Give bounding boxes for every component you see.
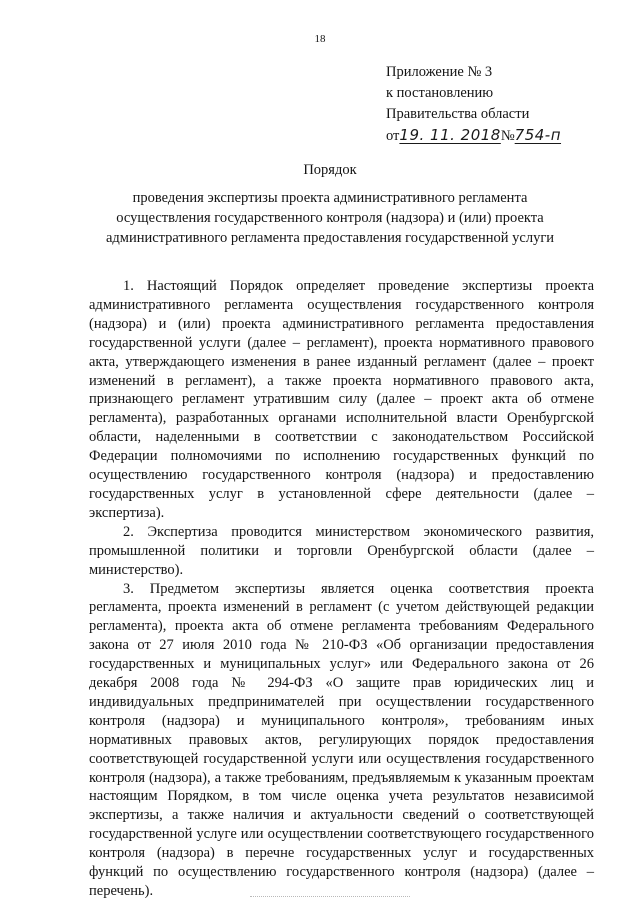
page-number: 18 [314, 33, 326, 45]
footer-artifact [250, 896, 410, 901]
title-line-1: проведения экспертизы проекта административного регламента [132, 190, 528, 206]
appendix-resolution: к постановлению [386, 85, 494, 101]
number-label: № [500, 128, 515, 144]
appendix-block [386, 62, 561, 147]
paragraph-2: 2. Экспертиза проводится министерством экономического развития, промышленной политики и торговли Оренбургской области (далее – министерство). [89, 523, 594, 578]
title-line-2: осуществления государственного контроля (надзора) и (или) проекта [116, 210, 544, 226]
document-title [60, 160, 600, 248]
appendix-government: Правительства области [386, 106, 530, 122]
paragraph-1: 1. Настоящий Порядок определяет проведение экспертизы проекта административного регламента осуществления государственного контроля (надзора) и (или) проекта административного регламента предоставления государственной услуги (далее – регламент), проекта нормативного правового акта, утверждающего изменения в ранее изданный регламент (далее – проект изменений в регламент), а также проекта нормативного правового акта, признающего регламент утратившим силу (далее – проект акта об отмене регламента), разработанных органами исполнительной власти Оренбургской области, наделенными в соответствии с законодательством Российской Федерации полномочиями по исполнению государственных функций по осуществлению государственного контроля (надзора) и предоставлению государственных услуг в установленной сфере деятельности (далее – экспертиза). [89, 278, 594, 521]
paragraph-3: 3. Предметом экспертизы является оценка соответствия проекта регламента, проекта изменений в регламент (с учетом действующей редакции регламента), проекта акта об отмене регламента требованиям Федерального закона от 27 июля 2010 года № 210-ФЗ «Об организации предоставления государственных и муниципальных услуг» или Федерального закона от 26 декабря 2008 года № 294-ФЗ «О защите прав юридических лиц и индивидуальных предпринимателей при осуществлении государственного контроля (надзора) и муниципального контроля», требованиям иных нормативных правовых актов, регулирующих порядок предоставления соответствующей государственной услуги или осуществления государственного контроля (надзора), а также требованиям, предъявляемым к указанным проектам настоящим Порядком, в том числе оценка учета результатов независимой экспертизы, а также наличия и актуальности сведений о соответствующей государственной услуге или осуществлении соответствующего государственного контроля (надзора) в перечне государственных услуг и государственных функций по осуществлению государственного контроля (надзора) (далее – перечень). [89, 580, 594, 899]
appendix-title: Приложение № 3 [386, 64, 493, 80]
handwritten-number: 754-п [514, 126, 562, 144]
appendix-date-number [386, 125, 561, 147]
title-line-3: административного регламента предоставления государственной услуги [105, 230, 555, 246]
handwritten-date: 19. 11. 2018 [399, 126, 501, 144]
title-heading: Порядок [303, 162, 357, 178]
document-body [89, 277, 594, 901]
from-label: от [386, 128, 400, 144]
